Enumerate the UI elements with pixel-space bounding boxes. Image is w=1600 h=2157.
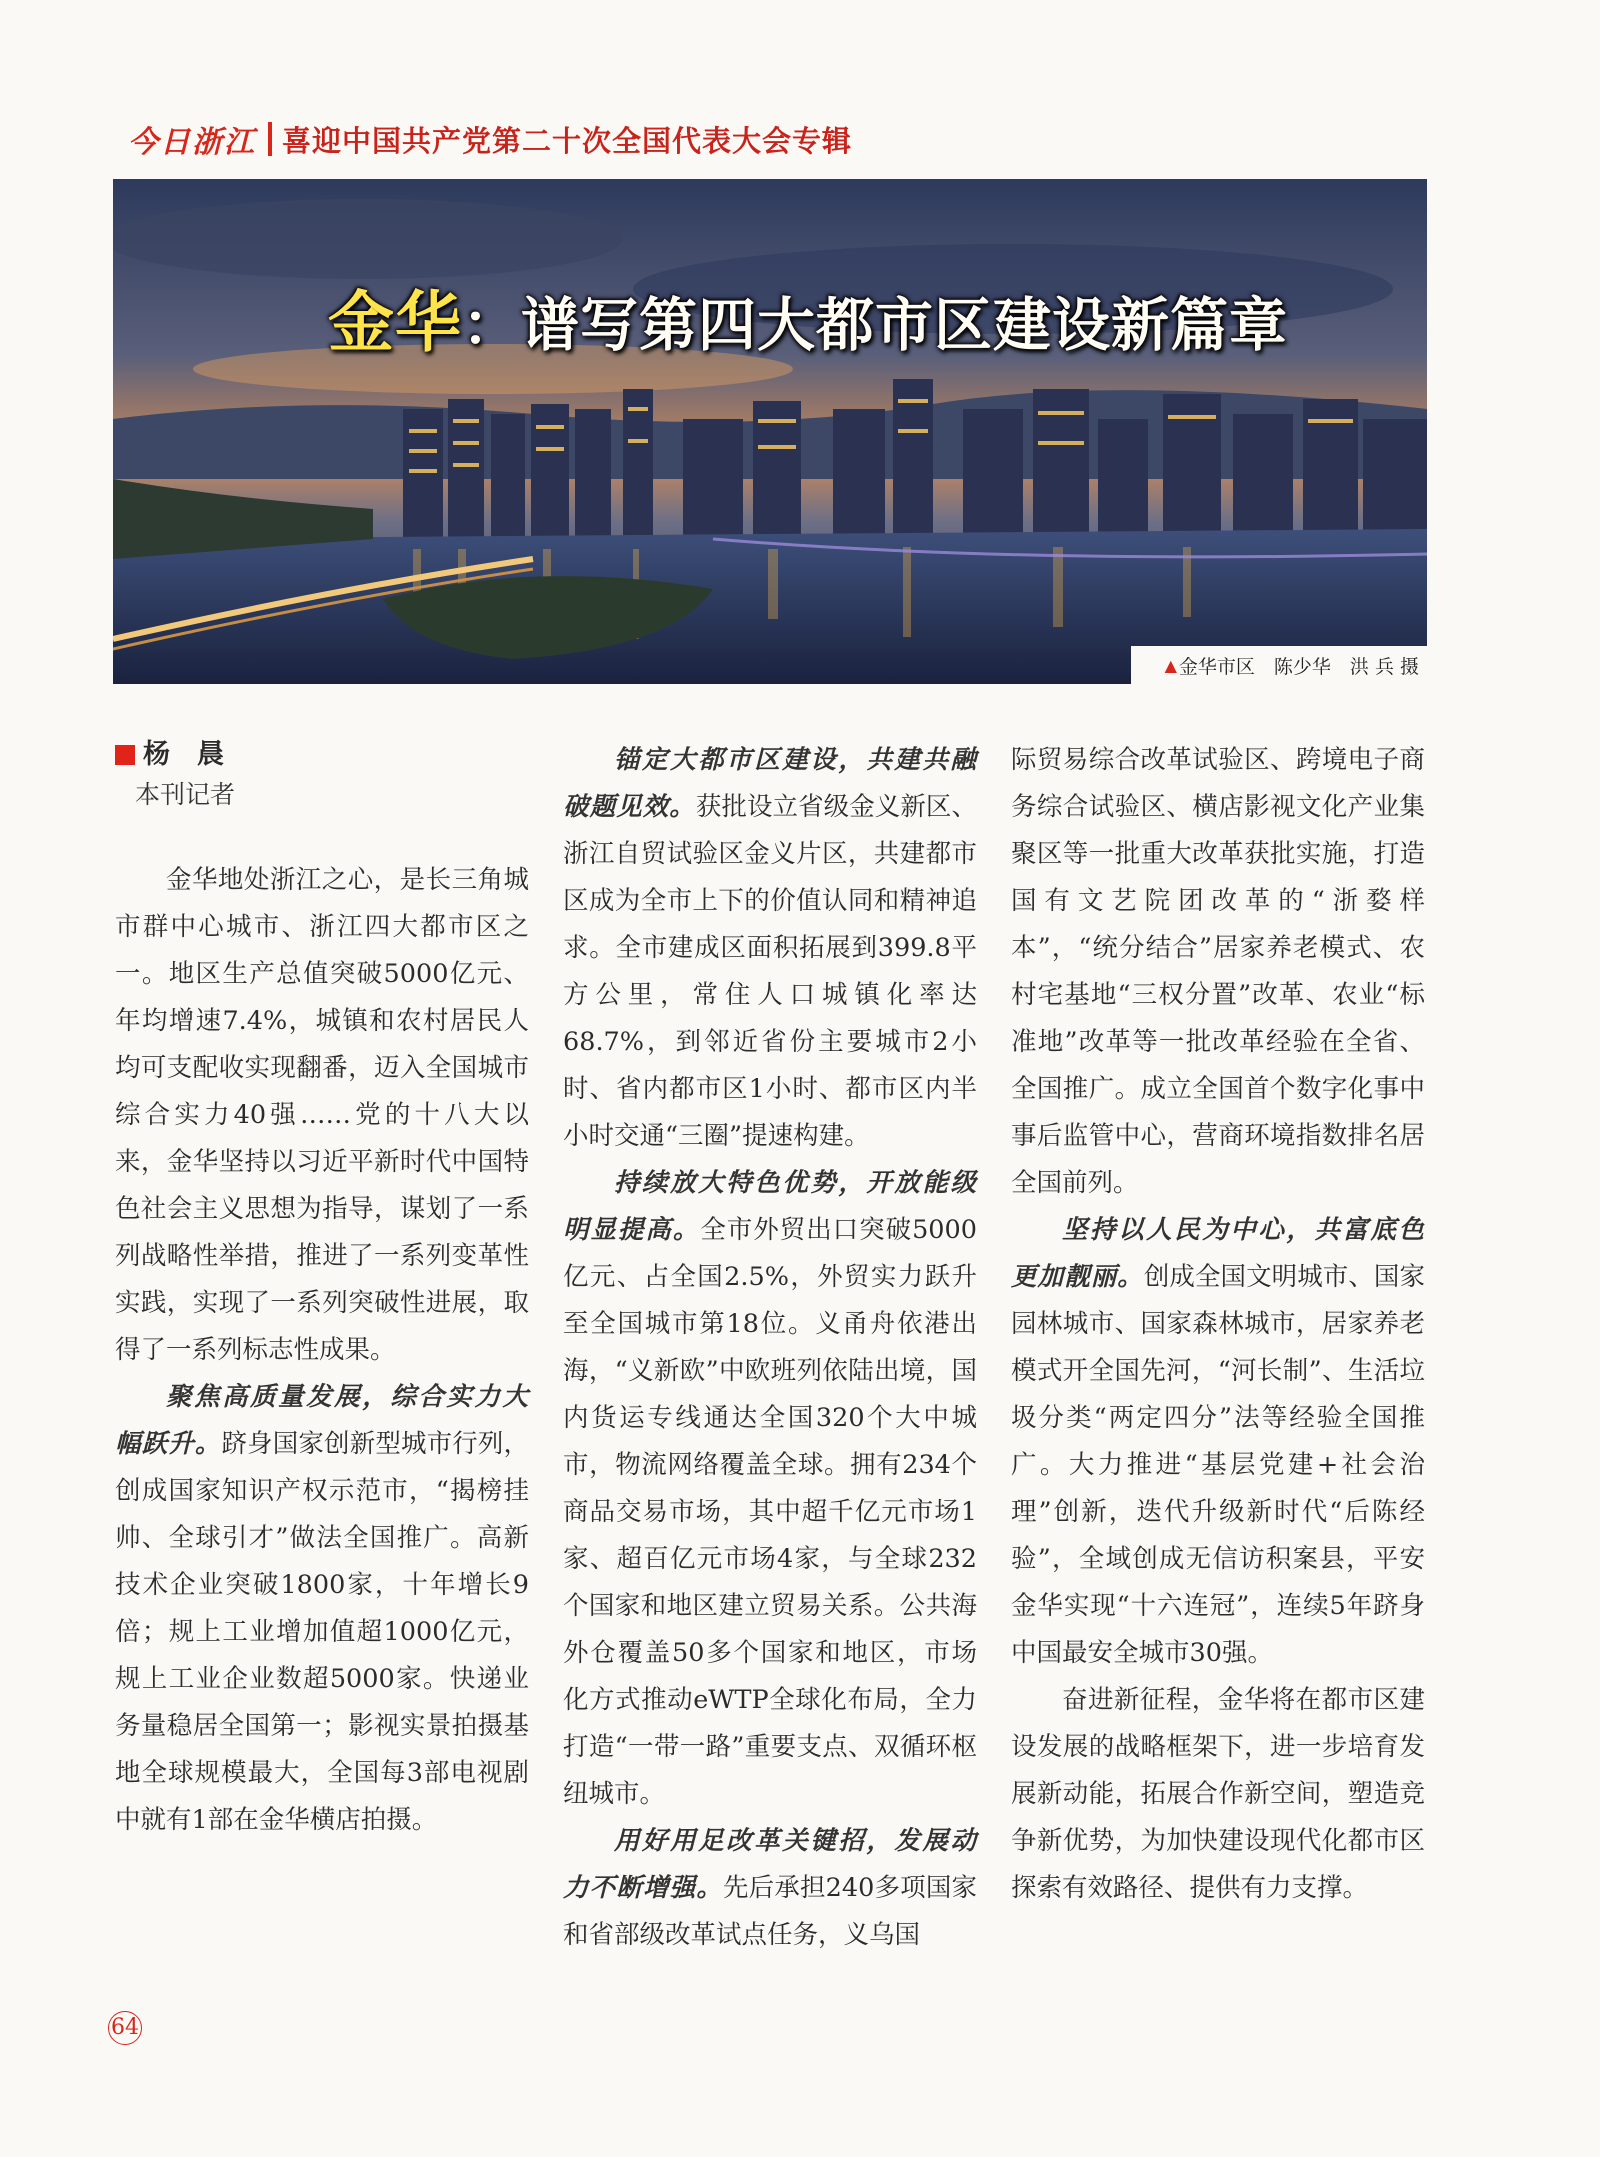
author-name: 杨 晨 [143, 739, 224, 770]
article-column-3 [1011, 737, 1425, 1912]
paragraph-lead: 聚焦高质量发展，综合实力大幅跃升。 [115, 1382, 529, 1459]
photo-credit-text: 金华市区 陈少华 洪 兵 摄 [1178, 655, 1419, 678]
magazine-header [128, 116, 852, 162]
paragraph-text: 际贸易综合改革试验区、跨境电子商务综合试验区、横店影视文化产业集聚区等一批重大改革获批实施，打造国有文艺院团改革的“浙婺样本”，“统分结合”居家养老模式、农村宅基地“三权分置”改革、农业“标准地”改革等一批改革经验在全省、全国推广。成立全国首个数字化事中事后监管中心，营商环境指数排名居全国前列。 [1011, 745, 1425, 1198]
paragraph-text: 先后承担240多项国家和省部级改革试点任务，义乌国 [563, 1873, 977, 1950]
byline [115, 735, 529, 775]
headline-city: 金华 [328, 284, 462, 361]
paragraph-intro [115, 857, 529, 1374]
paragraph-people [1011, 1207, 1425, 1677]
paragraph-text: 获批设立省级金义新区、浙江自贸试验区金义片区，共建都市区成为全市上下的价值认同和精神追求。全市建成区面积拓展到399.8平方公里，常住人口城镇化率达68.7%，到邻近省份主要城市2小时、省内都市区1小时、都市区内半小时交通“三圈”提速构建。 [563, 792, 977, 1151]
paragraph-text: 创成全国文明城市、国家园林城市、国家森林城市，居家养老模式开全国先河，“河长制”、生活垃圾分类“两定四分”法等经验全国推广。大力推进“基层党建+社会治理”创新，迭代升级新时代“后陈经验”，全域创成无信访积案县，平安金华实现“十六连冠”，连续5年跻身中国最安全城市30强。 [1011, 1262, 1425, 1668]
city-night-photo [113, 179, 1427, 684]
paragraph-text: 全市外贸出口突破5000亿元、占全国2.5%，外贸实力跃升至全国城市第18位。义甬舟依港出海，“义新欧”中欧班列依陆出境，国内货运专线通达全国320个大中城市，物流网络覆盖全球。拥有234个商品交易市场，其中超千亿元市场1家、超百亿元市场4家，与全球232个国家和地区建立贸易关系。公共海外仓覆盖50多个国家和地区，市场化方式推动eWTP全球化布局，全力打造“一带一路”重要支点、双循环枢纽城市。 [563, 1215, 977, 1809]
article-headline [328, 269, 1288, 364]
author-role: 本刊记者 [135, 780, 236, 809]
paragraph-reform [563, 1818, 977, 1959]
skyline-illustration [113, 179, 1427, 684]
red-square-icon [115, 745, 135, 765]
paragraph-conclusion [1011, 1677, 1425, 1912]
paragraph-text: 金华地处浙江之心，是长三角城市群中心城市、浙江四大都市区之一。地区生产总值突破5000亿元、年均增速7.4%，城镇和农村居民人均可支配收实现翻番，迈入全国城市综合实力40强……党的十八大以来，金华坚持以习近平新时代中国特色社会主义思想为指导，谋划了一系列战略性举措，推进了一系列变革性实践，实现了一系列突破性进展，取得了一系列标志性成果。 [115, 865, 529, 1365]
magazine-logo: 今日浙江 [128, 125, 256, 160]
headline-subtitle: ：谱写第四大都市区建设新篇章 [462, 291, 1289, 359]
photo-credit [1131, 646, 1427, 684]
paragraph-opening [563, 1160, 977, 1818]
paragraph-text: 奋进新征程，金华将在都市区建设发展的战略框架下，进一步培育发展新动能，拓展合作新空间，塑造竞争新优势，为加快建设现代化都市区探索有效路径、提供有力支撑。 [1011, 1685, 1425, 1903]
section-title: 喜迎中国共产党第二十次全国代表大会专辑 [282, 123, 853, 158]
paragraph-lead: 用好用足改革关键招，发展动力不断增强。 [563, 1826, 977, 1903]
header-divider [268, 122, 272, 156]
article-column-2 [563, 737, 977, 1959]
paragraph-lead: 持续放大特色优势，开放能级明显提高。 [563, 1168, 977, 1245]
paragraph-reform-continued [1011, 737, 1425, 1207]
triangle-icon: ▲ [1164, 655, 1177, 675]
paragraph-metro [563, 737, 977, 1160]
paragraph-text: 跻身国家创新型城市行列，创成国家知识产权示范市，“揭榜挂帅、全球引才”做法全国推广。高新技术企业突破1800家，十年增长9倍；规上工业增加值超1000亿元，规上工业企业数超5000家。快递业务量稳居全国第一；影视实景拍摄基地全球规模最大，全国每3部电视剧中就有1部在金华横店拍摄。 [115, 1429, 529, 1835]
page-number: 64 [108, 2011, 142, 2045]
paragraph-lead: 锚定大都市区建设，共建共融破题见效。 [563, 745, 977, 822]
article-column-1 [115, 735, 529, 1844]
paragraph-quality [115, 1374, 529, 1844]
paragraph-lead: 坚持以人民为中心，共富底色更加靓丽。 [1011, 1215, 1425, 1292]
